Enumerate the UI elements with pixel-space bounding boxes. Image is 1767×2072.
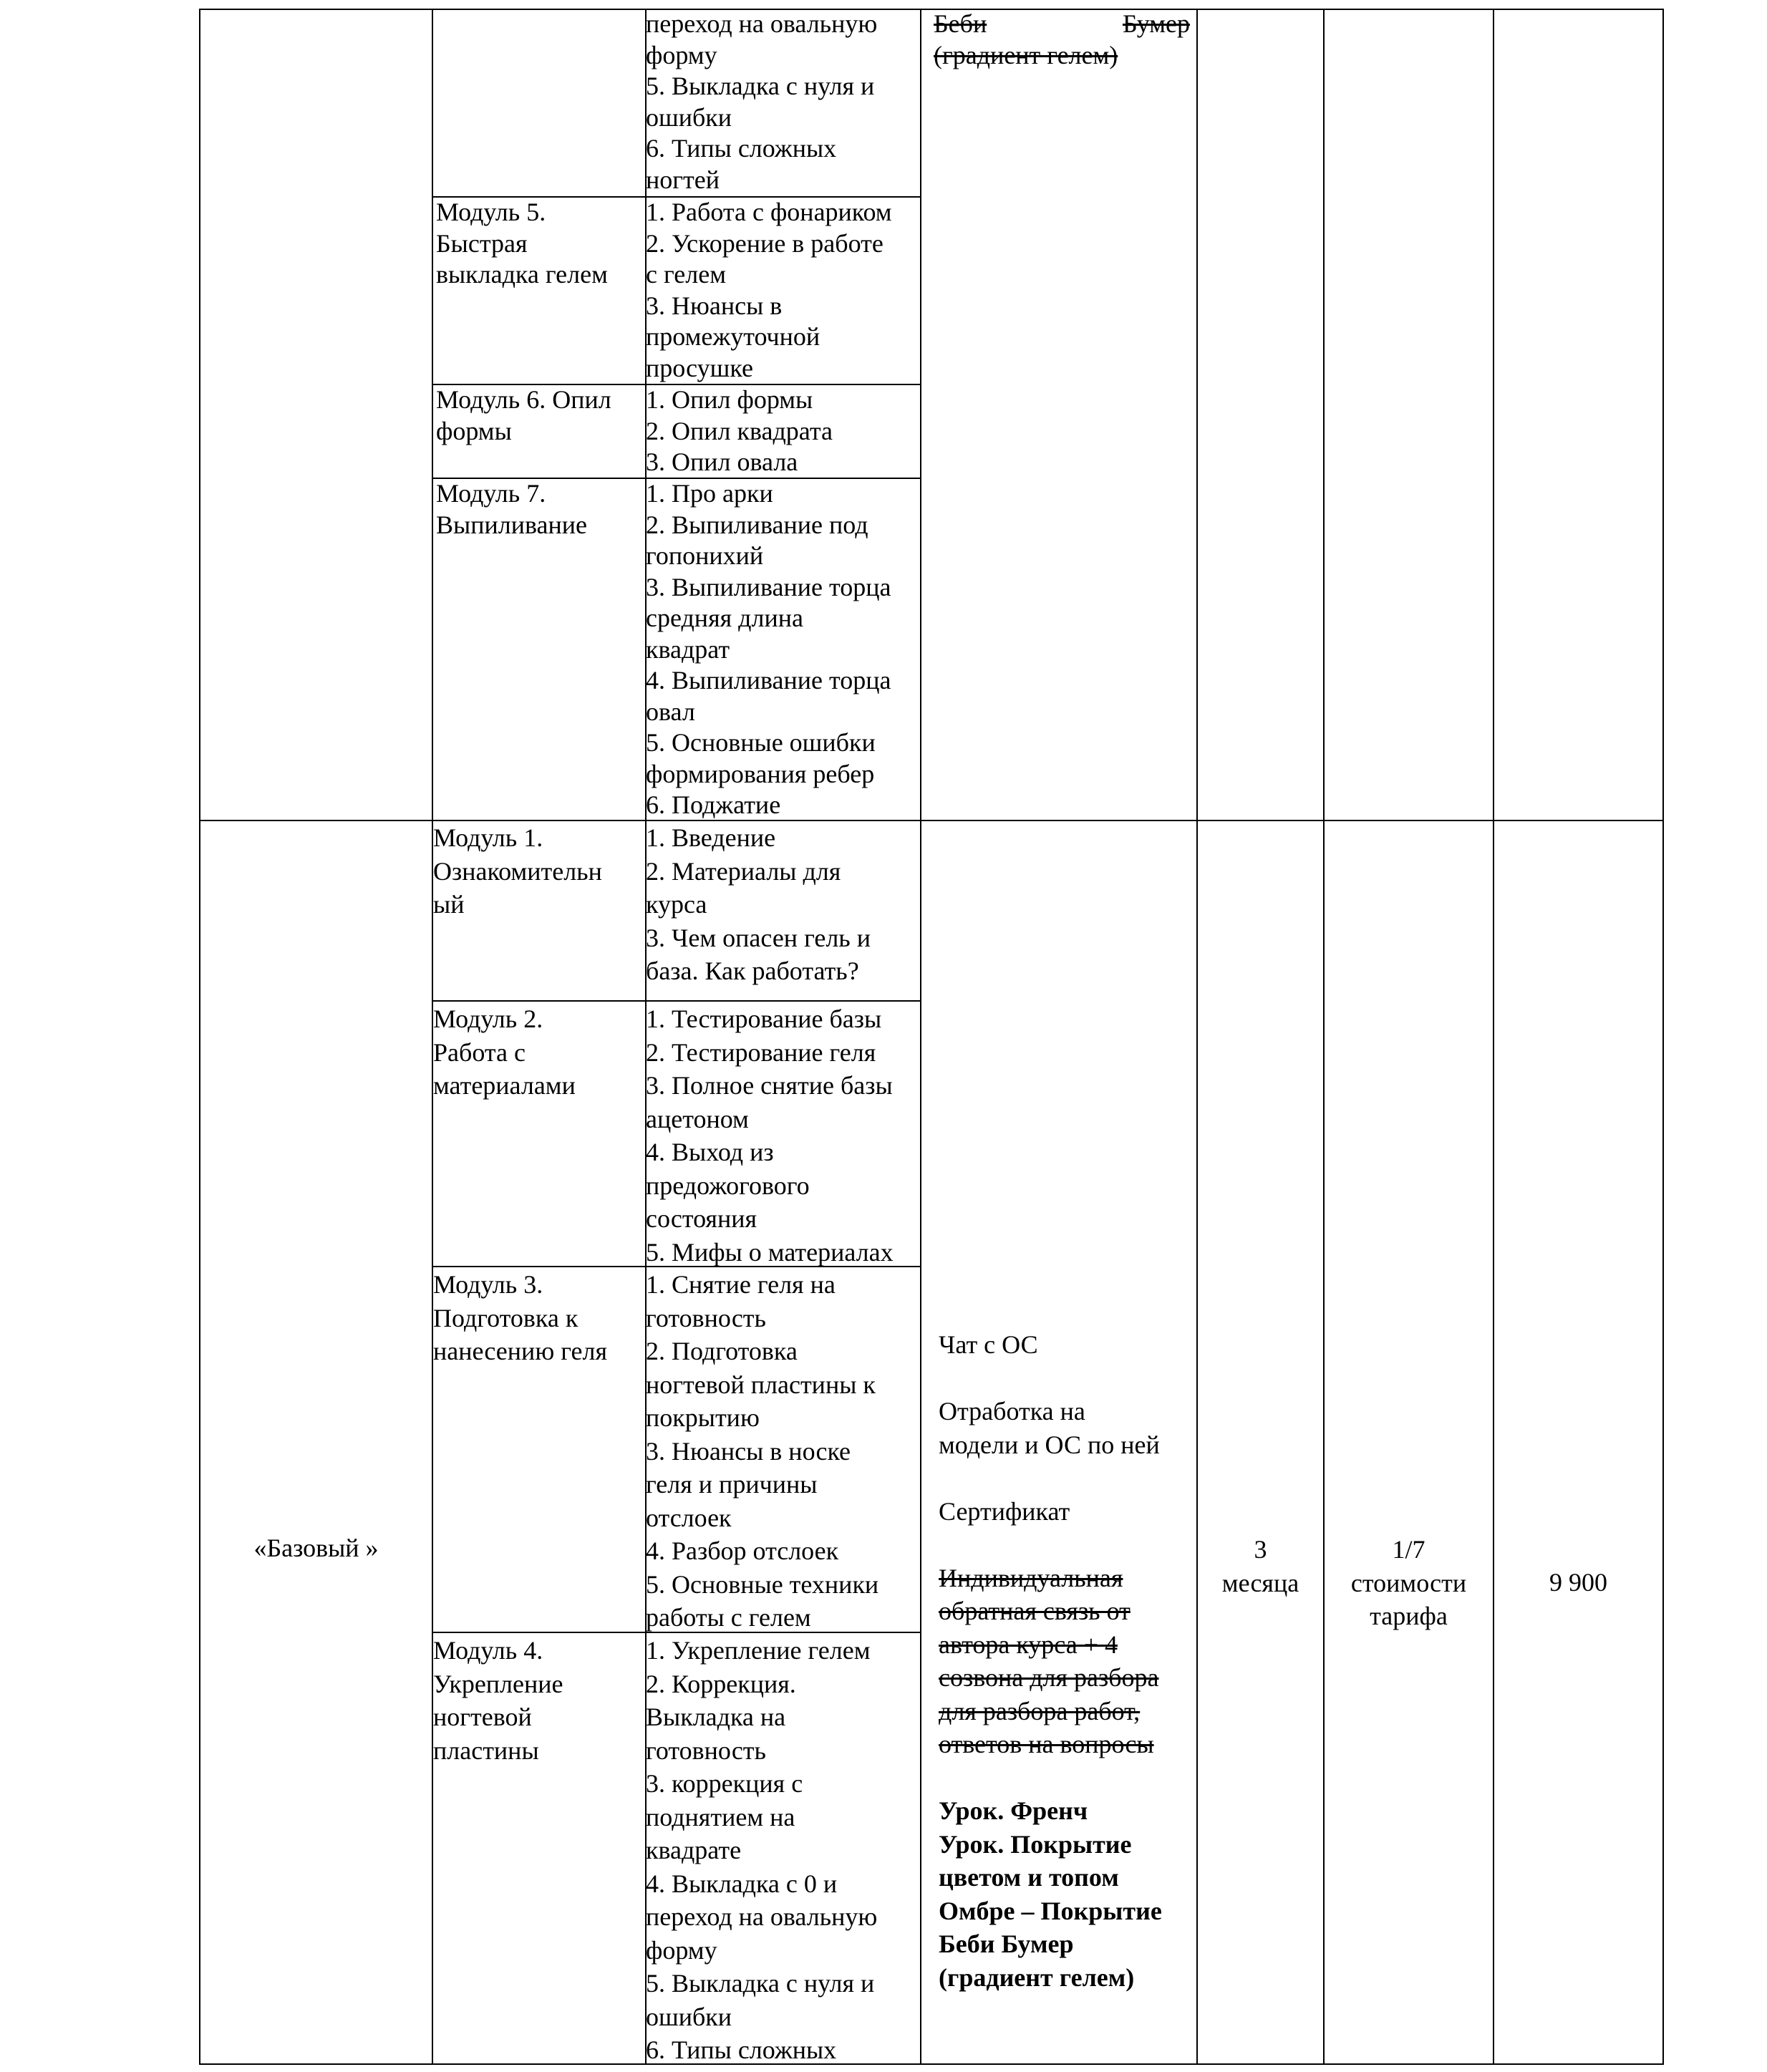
module-items (646, 1268, 878, 1635)
module-items (646, 1634, 877, 2067)
module-item: квадрат (646, 634, 730, 664)
module-item: 3. Нюансы в носке (646, 1436, 851, 1466)
module-item: ацетоном (646, 1104, 749, 1133)
feature-removed: созвона для разбора (939, 1663, 1159, 1692)
module-item: 2. Ускорение в работе (646, 228, 883, 258)
module-title: Модуль 7. Выпиливание (436, 479, 587, 539)
module-item: 4. Выход из (646, 1138, 774, 1166)
module-item: 1. Опил формы (646, 385, 813, 414)
module-item: 4. Разбор отслоек (646, 1536, 839, 1565)
module-item: 5. Основные техники (646, 1569, 879, 1599)
price: 9 900 (1549, 1568, 1607, 1597)
module-title: Модуль 6. Опил формы (436, 385, 611, 445)
table-border-right (1662, 9, 1664, 2065)
tariff-features (939, 1328, 1162, 1994)
module-title: Модуль 5. Быстрая выкладка гелем (436, 198, 608, 289)
feature-practice: Отработка на (939, 1397, 1085, 1425)
module-item: переход на овальную (646, 1902, 878, 1931)
module-item: покрытию (646, 1403, 760, 1432)
module-items (646, 9, 877, 195)
module-item: 2. Коррекция. (646, 1669, 796, 1698)
module-item: средняя длина (646, 604, 803, 632)
module-item: 2. Материалы для (646, 856, 841, 886)
installment: 1/7 стоимости тарифа (1350, 1535, 1467, 1630)
module-item: формирования ребер (646, 759, 875, 788)
table-border-col6 (1493, 9, 1494, 2065)
table-border-top (199, 9, 1664, 10)
module-item: 5. Основные ошибки (646, 728, 876, 757)
module-item: 6. Типы сложных (646, 134, 837, 163)
module-item: ошибки (646, 2002, 732, 2031)
module-item: 5. Выкладка с нуля и (646, 72, 875, 100)
module-item: ногтей (646, 165, 720, 194)
module-item: ошибки (646, 102, 732, 132)
module-item: 2. Выпиливание под (646, 510, 868, 539)
module-item: ногтевой пластины к (646, 1370, 876, 1399)
module-items (646, 1002, 894, 1269)
module-item: 5. Мифы о материалах (646, 1237, 894, 1267)
module-title: Модуль 4. Укрепление ногтевой пластины (433, 1636, 563, 1765)
module-item: с гелем (646, 260, 726, 289)
module-items (646, 478, 891, 821)
table-border-left (199, 9, 200, 2065)
module-item: поднятием на (646, 1802, 795, 1831)
table-border-col5 (1323, 9, 1325, 2065)
module-item: работы с гелем (646, 1603, 811, 1632)
module-item: готовность (646, 1303, 766, 1332)
module-item: 1. Тестирование базы (646, 1004, 882, 1033)
module-item: состояния (646, 1204, 757, 1233)
module-item: база. Как работать? (646, 957, 859, 985)
module-item: 2. Подготовка (646, 1337, 798, 1365)
module-item: предожогового (646, 1171, 810, 1200)
module-item: 2. Опил квадрата (646, 416, 833, 445)
row-divider (432, 1000, 921, 1002)
module-item: квадрате (646, 1836, 742, 1864)
module-item: 1. Укрепление гелем (646, 1636, 871, 1665)
module-item: геля и причины (646, 1470, 818, 1499)
module-item: 6. Типы сложных (646, 2035, 837, 2064)
module-items (646, 197, 892, 384)
tariff-name: «Базовый » (253, 1534, 379, 1562)
module-item: переход на овальную (646, 9, 878, 38)
feature-bonus-lesson: Урок. Френч (939, 1796, 1088, 1825)
block-divider (199, 820, 1664, 821)
feature-practice: модели и ОС по ней (939, 1430, 1160, 1459)
module-item: 4. Выпиливание торца (646, 666, 891, 694)
duration: 3 месяца (1221, 1535, 1299, 1597)
table-border-col3 (920, 9, 921, 2065)
module-items (646, 821, 871, 988)
module-item: 3. Чем опасен гель и (646, 923, 871, 952)
feature-bonus-lesson: (градиент гелем) (939, 1962, 1135, 1992)
feature-removed: Индивидуальная (939, 1563, 1123, 1592)
module-item: 3. Выпиливание торца (646, 572, 891, 601)
table-border-bottom (199, 2063, 1664, 2065)
feature-removed: автора курса + 4 (939, 1630, 1118, 1659)
feature-certificate: Сертификат (939, 1496, 1070, 1526)
module-items (646, 384, 833, 478)
module-item: готовность (646, 1735, 766, 1765)
module-title: Модуль 1. Ознакомительн ый (433, 823, 602, 919)
module-item: просушке (646, 353, 753, 382)
feature-bonus-lesson: Беби Бумер (939, 1930, 1074, 1958)
module-item: 6. Поджатие (646, 790, 781, 819)
module-item: Выкладка на (646, 1703, 786, 1731)
module-item: 2. Тестирование геля (646, 1037, 876, 1067)
module-item: 1. Про арки (646, 479, 773, 508)
feature-removed: ответов на вопросы (939, 1730, 1154, 1758)
module-item: овал (646, 697, 695, 726)
module-item: форму (646, 1935, 717, 1965)
module-item: форму (646, 40, 717, 69)
bonus-strikethrough: Беби Бумер (градиент гелем) (934, 9, 1190, 69)
feature-removed: для разбора работ, (939, 1696, 1141, 1725)
module-item: 5. Выкладка с нуля и (646, 1969, 875, 1998)
module-item: 1. Введение (646, 823, 776, 852)
feature-bonus-lesson: цветом и топом (939, 1863, 1119, 1892)
module-title: Модуль 3. Подготовка к нанесению геля (433, 1270, 607, 1365)
module-item: промежуточной (646, 322, 820, 351)
module-item: 3. Нюансы в (646, 291, 783, 320)
module-item: 1. Снятие геля на (646, 1270, 836, 1299)
module-item: курса (646, 890, 707, 919)
table-border-col4 (1196, 9, 1198, 2065)
module-item: гопонихий (646, 541, 764, 570)
feature-bonus-lesson: Урок. Покрытие (939, 1829, 1132, 1859)
module-item: 3. Опил овала (646, 447, 798, 476)
module-item: отслоек (646, 1503, 732, 1532)
module-title: Модуль 2. Работа с материалами (433, 1004, 576, 1100)
module-item: 1. Работа с фонариком (646, 198, 892, 226)
module-item: 3. Полное снятие базы (646, 1071, 893, 1100)
module-item: 3. коррекция с (646, 1769, 803, 1798)
feature-chat: Чат с ОС (939, 1330, 1038, 1359)
feature-removed: обратная связь от (939, 1597, 1131, 1625)
feature-bonus-lesson: Омбре – Покрытие (939, 1896, 1162, 1925)
module-item: 4. Выкладка с 0 и (646, 1869, 838, 1898)
